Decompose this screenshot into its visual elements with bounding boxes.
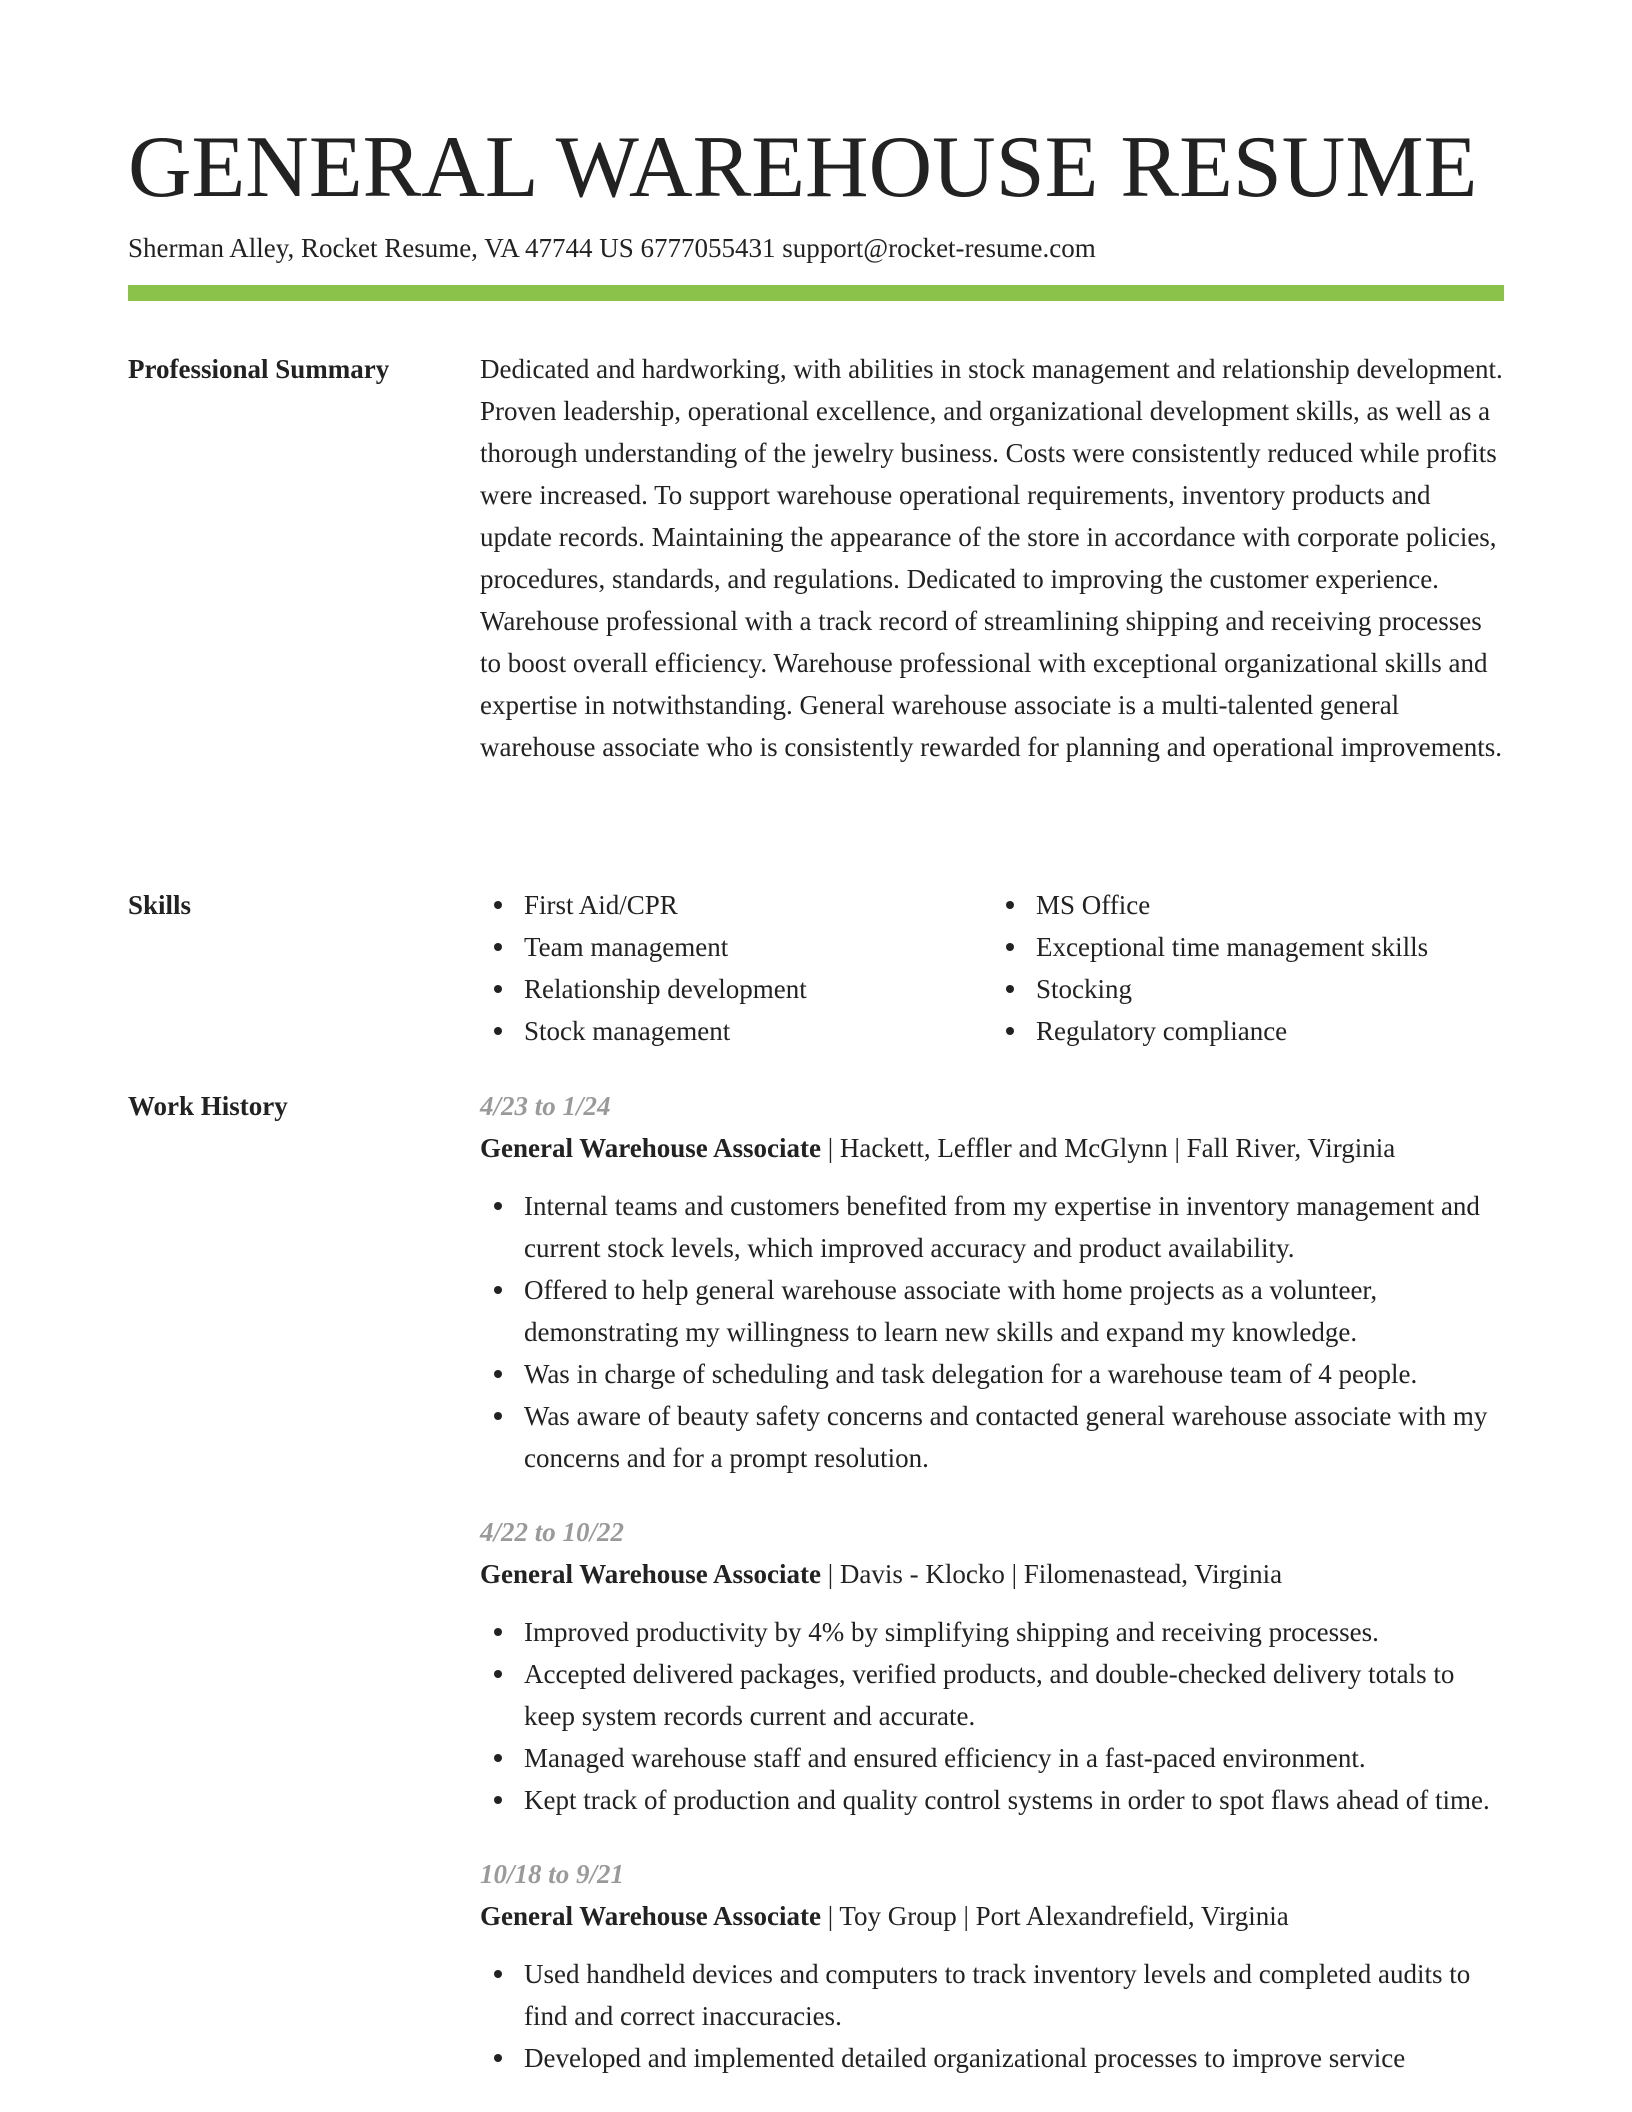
job-dates: 10/18 to 9/21 (480, 1859, 625, 1889)
job-title: General Warehouse Associate (480, 1559, 821, 1589)
job-title: General Warehouse Associate (480, 1133, 821, 1163)
job-bullets (480, 1953, 1504, 2079)
accent-divider (128, 285, 1504, 301)
skills-list-right (992, 884, 1504, 1052)
contact-line: Sherman Alley, Rocket Resume, VA 47744 US 6777055431 support@rocket-resume.com (128, 233, 1096, 263)
summary-text: Dedicated and hardworking, with abilities in stock management and relationship development. Proven leadership, operational excellence, and organizational development skills, as well as a thorough understanding of the jewelry business. Costs were consistently reduced while profits were increased. To support warehouse operational requirements, inventory products and update records. Maintaining the appearance of the store in accordance with corporate policies, procedures, standards, and regulations. Dedicated to improving the customer experience. Warehouse professional with a track record of streamlining shipping and receiving processes to boost overall efficiency. Warehouse professional with exceptional organizational skills and expertise in notwithstanding. General warehouse associate is a multi-talented general warehouse associate who is consistently rewarded for planning and operational improvements. (480, 354, 1503, 762)
job-bullets (480, 1611, 1504, 1821)
skills-list-left (480, 884, 992, 1052)
job-bullet: Accepted delivered packages, verified products, and double-checked delivery totals to keep system records current and accurate. (524, 1653, 1504, 1737)
job-bullet: Kept track of production and quality control systems in order to spot flaws ahead of time. (524, 1779, 1504, 1821)
job-entry (480, 1853, 1504, 2079)
job-bullets (480, 1185, 1504, 1479)
job-header (480, 1553, 1504, 1595)
job-bullet: Managed warehouse staff and ensured efficiency in a fast-paced environment. (524, 1737, 1504, 1779)
skill-item: Exceptional time management skills (1036, 926, 1504, 968)
skill-item: MS Office (1036, 884, 1504, 926)
skills-heading: Skills (128, 890, 192, 920)
job-dates: 4/22 to 10/22 (480, 1517, 625, 1547)
job-title: General Warehouse Associate (480, 1901, 821, 1931)
job-header (480, 1895, 1504, 1937)
job-bullet: Developed and implemented detailed organizational processes to improve service (524, 2037, 1504, 2079)
job-details: | Toy Group | Port Alexandrefield, Virginia (820, 1901, 1289, 1931)
skill-item: Relationship development (524, 968, 992, 1010)
job-details: | Davis - Klocko | Filomenastead, Virginia (820, 1559, 1283, 1589)
skill-item: Stocking (1036, 968, 1504, 1010)
skill-item: Regulatory compliance (1036, 1010, 1504, 1052)
job-header (480, 1127, 1504, 1169)
job-bullet: Improved productivity by 4% by simplifying shipping and receiving processes. (524, 1611, 1504, 1653)
skill-item: First Aid/CPR (524, 884, 992, 926)
job-bullet: Used handheld devices and computers to track inventory levels and completed audits to find and correct inaccuracies. (524, 1953, 1504, 2037)
skill-item: Stock management (524, 1010, 992, 1052)
page-title: GENERAL WAREHOUSE RESUME (128, 119, 1478, 216)
resume-header (128, 118, 1504, 266)
work-history-heading: Work History (128, 1091, 288, 1121)
job-bullet: Was aware of beauty safety concerns and contacted general warehouse associate with my concerns and for a prompt resolution. (524, 1395, 1504, 1479)
skill-item: Team management (524, 926, 992, 968)
summary-heading: Professional Summary (128, 354, 390, 384)
job-dates: 4/23 to 1/24 (480, 1091, 611, 1121)
job-bullet: Offered to help general warehouse associate with home projects as a volunteer, demonstrating my willingness to learn new skills and expand my knowledge. (524, 1269, 1504, 1353)
job-entry (480, 1511, 1504, 1821)
job-details: | Hackett, Leffler and McGlynn | Fall River, Virginia (820, 1133, 1396, 1163)
job-bullet: Internal teams and customers benefited from my expertise in inventory management and current stock levels, which improved accuracy and product availability. (524, 1185, 1504, 1269)
job-entry (480, 1085, 1504, 1479)
job-bullet: Was in charge of scheduling and task delegation for a warehouse team of 4 people. (524, 1353, 1504, 1395)
